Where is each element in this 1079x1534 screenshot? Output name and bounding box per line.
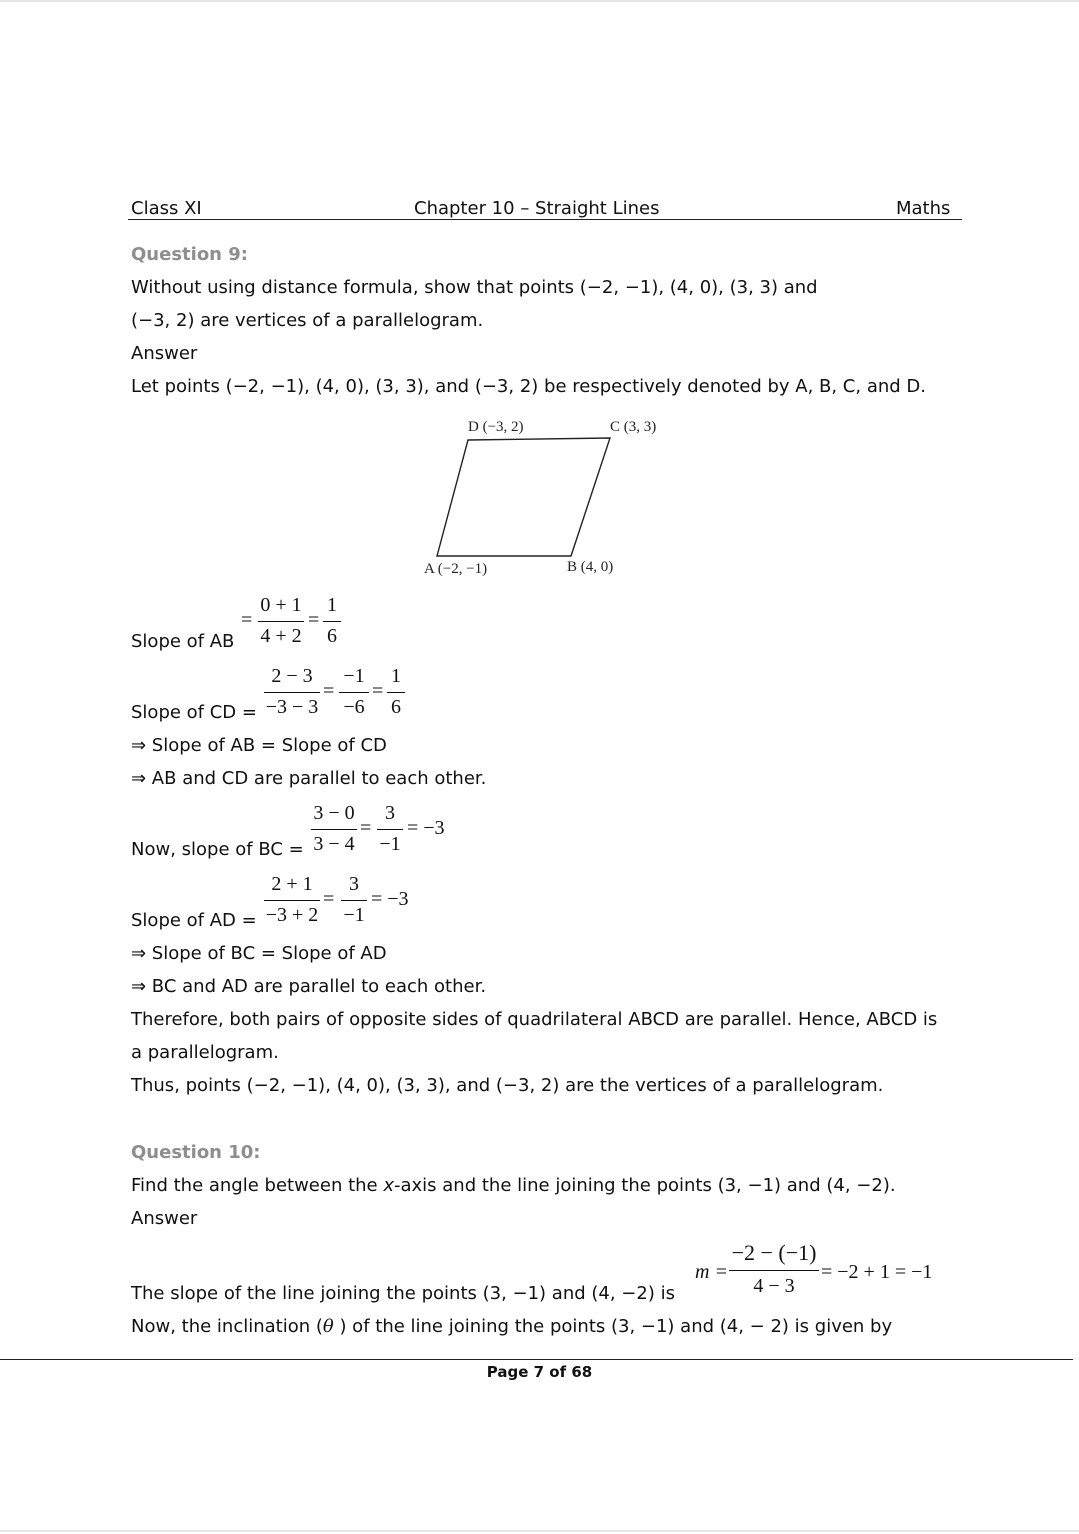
parallelogram-figure bbox=[420, 415, 670, 585]
conclusion-line: Thus, points (−2, −1), (4, 0), (3, 3), and (−3, 2) are the vertices of a parallelogram. bbox=[131, 1075, 884, 1096]
question-10-heading: Question 10: bbox=[131, 1142, 261, 1163]
fraction-bar bbox=[311, 829, 357, 830]
answer-label-10: Answer bbox=[131, 1208, 198, 1229]
slope-cd-label: Slope of CD = bbox=[131, 702, 257, 723]
fraction-bar bbox=[264, 900, 320, 901]
m-denominator: 4 − 3 bbox=[753, 1275, 795, 1297]
question-10-text-pre: Find the angle between the bbox=[131, 1175, 384, 1196]
slope-cd-equals-1: = bbox=[323, 680, 335, 702]
slope-cd-denominator-2: −6 bbox=[343, 696, 365, 718]
slope-cd-numerator-2: −1 bbox=[343, 665, 365, 687]
header-chapter: Chapter 10 – Straight Lines bbox=[414, 198, 660, 219]
slope-ab-equals-1: = bbox=[241, 609, 253, 631]
vertex-label-c: C (3, 3) bbox=[610, 419, 657, 435]
fraction-bar bbox=[729, 1270, 819, 1271]
vertex-label-d: D (−3, 2) bbox=[468, 419, 524, 435]
let-points-line: Let points (−2, −1), (4, 0), (3, 3), and (−3, 2) be respectively denoted by A, B, C, and D. bbox=[131, 376, 926, 397]
slope-ab-denominator-2: 6 bbox=[327, 625, 337, 647]
slope-bc-numerator-2: 3 bbox=[385, 802, 395, 824]
inclination-post: ) of the line joining the points (3, −1) and (4, − 2) is given by bbox=[333, 1316, 893, 1337]
header-class: Class XI bbox=[131, 198, 202, 219]
parallelogram-abcd bbox=[437, 438, 610, 556]
fraction-bar bbox=[339, 692, 369, 693]
m-equals: m = bbox=[695, 1261, 728, 1283]
slope-ad-numerator-2: 3 bbox=[349, 873, 359, 895]
bottom-edge bbox=[0, 1530, 1079, 1532]
answer-label-9: Answer bbox=[131, 343, 198, 364]
slope-ab-denominator-1: 4 + 2 bbox=[260, 625, 302, 647]
fraction-bar bbox=[377, 829, 403, 830]
vertex-label-b: B (4, 0) bbox=[567, 559, 614, 575]
x-variable: x bbox=[383, 1175, 394, 1196]
slope-ab-numerator-1: 0 + 1 bbox=[260, 594, 302, 616]
inclination-line bbox=[131, 1316, 892, 1338]
slope-statement: The slope of the line joining the points (3, −1) and (4, −2) is bbox=[131, 1283, 675, 1304]
therefore-line-2: a parallelogram. bbox=[131, 1042, 279, 1063]
footer-rule bbox=[0, 1359, 1073, 1360]
slope-bc-equals-ad-line: ⇒ Slope of BC = Slope of AD bbox=[131, 943, 387, 964]
inclination-pre: Now, the inclination ( bbox=[131, 1316, 323, 1337]
question-9-text-line-2: (−3, 2) are vertices of a parallelogram. bbox=[131, 310, 484, 331]
header-rule bbox=[128, 219, 962, 220]
slope-ab-label: Slope of AB bbox=[131, 631, 235, 652]
header-subject: Maths bbox=[896, 198, 951, 219]
question-10-text bbox=[131, 1175, 896, 1197]
slope-ab-equals-cd-line: ⇒ Slope of AB = Slope of CD bbox=[131, 735, 387, 756]
question-10-text-post: -axis and the line joining the points (3, −1) and (4, −2). bbox=[394, 1175, 896, 1196]
ab-cd-parallel-line: ⇒ AB and CD are parallel to each other. bbox=[131, 768, 487, 789]
slope-cd-numerator-3: 1 bbox=[391, 665, 401, 687]
m-numerator: −2 − (−1) bbox=[731, 1240, 817, 1265]
slope-cd-denominator-1: −3 − 3 bbox=[265, 696, 319, 718]
top-edge bbox=[0, 0, 1079, 2]
slope-ab-numerator-2: 1 bbox=[327, 594, 337, 616]
question-9-text-line-1: Without using distance formula, show that points (−2, −1), (4, 0), (3, 3) and bbox=[131, 277, 818, 298]
therefore-line-1: Therefore, both pairs of opposite sides of quadrilateral ABCD are parallel. Hence, ABCD is bbox=[131, 1009, 938, 1030]
fraction-bar bbox=[264, 692, 320, 693]
question-9-heading: Question 9: bbox=[131, 244, 248, 265]
fraction-bar bbox=[258, 621, 304, 622]
theta-symbol: θ bbox=[322, 1316, 334, 1337]
slope-ad-equals-1: = bbox=[323, 888, 335, 910]
slope-bc-numerator-1: 3 − 0 bbox=[313, 802, 355, 824]
bc-ad-parallel-line: ⇒ BC and AD are parallel to each other. bbox=[131, 976, 487, 997]
slope-bc-result: = −3 bbox=[407, 817, 445, 839]
slope-cd-equals-2: = bbox=[372, 680, 384, 702]
slope-bc-equals-1: = bbox=[360, 817, 372, 839]
fraction-bar bbox=[323, 621, 341, 622]
fraction-bar bbox=[387, 692, 405, 693]
vertex-label-a: A (−2, −1) bbox=[424, 561, 488, 577]
slope-ad-label: Slope of AD = bbox=[131, 910, 257, 931]
m-result: = −2 + 1 = −1 bbox=[821, 1261, 933, 1283]
slope-bc-denominator-1: 3 − 4 bbox=[313, 833, 355, 855]
slope-cd-numerator-1: 2 − 3 bbox=[271, 665, 313, 687]
page-number: Page 7 of 68 bbox=[486, 1363, 593, 1381]
slope-cd-denominator-3: 6 bbox=[391, 696, 401, 718]
slope-ad-result: = −3 bbox=[371, 888, 409, 910]
slope-ab-equals-2: = bbox=[308, 609, 320, 631]
slope-ad-numerator-1: 2 + 1 bbox=[271, 873, 313, 895]
slope-bc-denominator-2: −1 bbox=[379, 833, 401, 855]
slope-ad-denominator-2: −1 bbox=[343, 904, 365, 926]
fraction-bar bbox=[341, 900, 367, 901]
slope-ad-denominator-1: −3 + 2 bbox=[265, 904, 319, 926]
slope-bc-label: Now, slope of BC = bbox=[131, 839, 304, 860]
